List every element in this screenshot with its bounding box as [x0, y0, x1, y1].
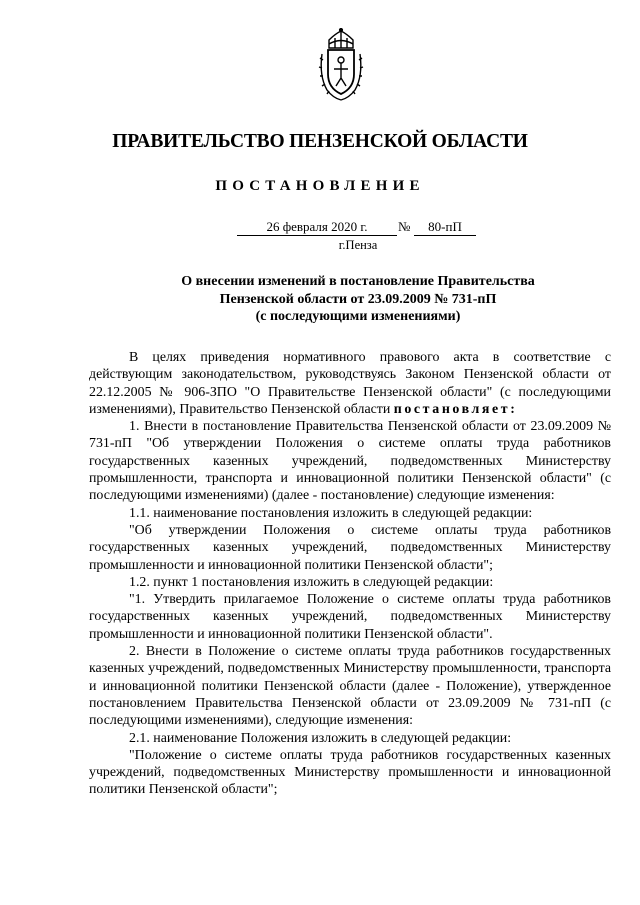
body-paragraph: 1.2. пункт 1 постановления изложить в следующей редакции:: [129, 574, 494, 590]
body-paragraph: 2.1. наименование Положения изложить в следующей редакции:: [129, 730, 512, 746]
city-name: г.Пенза: [338, 238, 378, 252]
document-number: 80-пП: [414, 219, 476, 236]
body-paragraph: "1. Утвердить прилагаемое Положение о системе оплаты труда работников государственных казенных учреждений, подведомственных Министерству промышленности и инновационной политики Пензенской области".: [89, 592, 611, 642]
coat-of-arms-icon: [315, 28, 367, 102]
document-body: [89, 349, 611, 799]
decree-word: постановляет:: [393, 401, 518, 417]
preamble-text: В целях приведения нормативного правового акта в соответствие с действующим законодательством, руководствуясь Законом Пензенской области от 22.12.2005 № 906-ЗПО "О Правительстве Пензенской области" (с последующими изменениями), Правительство Пензенской области: [89, 350, 611, 417]
org-title: ПРАВИТЕЛЬСТВО ПЕНЗЕНСКОЙ ОБЛАСТИ: [112, 131, 528, 152]
body-paragraph: 2. Внести в Положение о системе оплаты труда работников государственных казенных учреждений, подведомственных Министерству промышленности, транспорта и инновационной политики Пензенской области (далее - Положение), утвержденное постановлением Правительства Пензенской области от 23.09.2009 № 731-пП (с последующими изменениями), следующие изменения:: [89, 644, 611, 729]
body-paragraph: 1.1. наименование постановления изложить в следующей редакции:: [129, 505, 533, 521]
document-subject: [0, 273, 640, 326]
body-paragraph: "Об утверждении Положения о системе оплаты труда работников государственных казенных учреждений, подведомственных Министерству промышленности и инновационной политики Пензенской области";: [89, 522, 611, 573]
body-paragraph: "Положение о системе оплаты труда работников государственных казенных учреждений, подведомственных Министерству промышленности и инновационной политики Пензенской области";: [89, 747, 611, 798]
subject-line: Пензенской области от 23.09.2009 № 731-пП: [219, 291, 497, 307]
subject-line: (с последующими изменениями): [255, 309, 461, 324]
document-type: ПОСТАНОВЛЕНИЕ: [215, 178, 425, 194]
preamble-paragraph: [89, 349, 611, 418]
subject-line: О внесении изменений в постановление Правительства: [181, 274, 535, 289]
body-paragraph: 1. Внести в постановление Правительства Пензенской области от 23.09.2009 № 731-пП "Об утверждении Положения о системе оплаты труда работников государственных казенных учреждений, подведомственных Министерству промышленности, транспорта и инновационной политики Пензенской области" (с последующими изменениями) (далее - постановление) следующие изменения:: [89, 419, 611, 504]
document-date: 26 февраля 2020 г.: [237, 219, 397, 236]
number-sign: №: [398, 219, 411, 234]
